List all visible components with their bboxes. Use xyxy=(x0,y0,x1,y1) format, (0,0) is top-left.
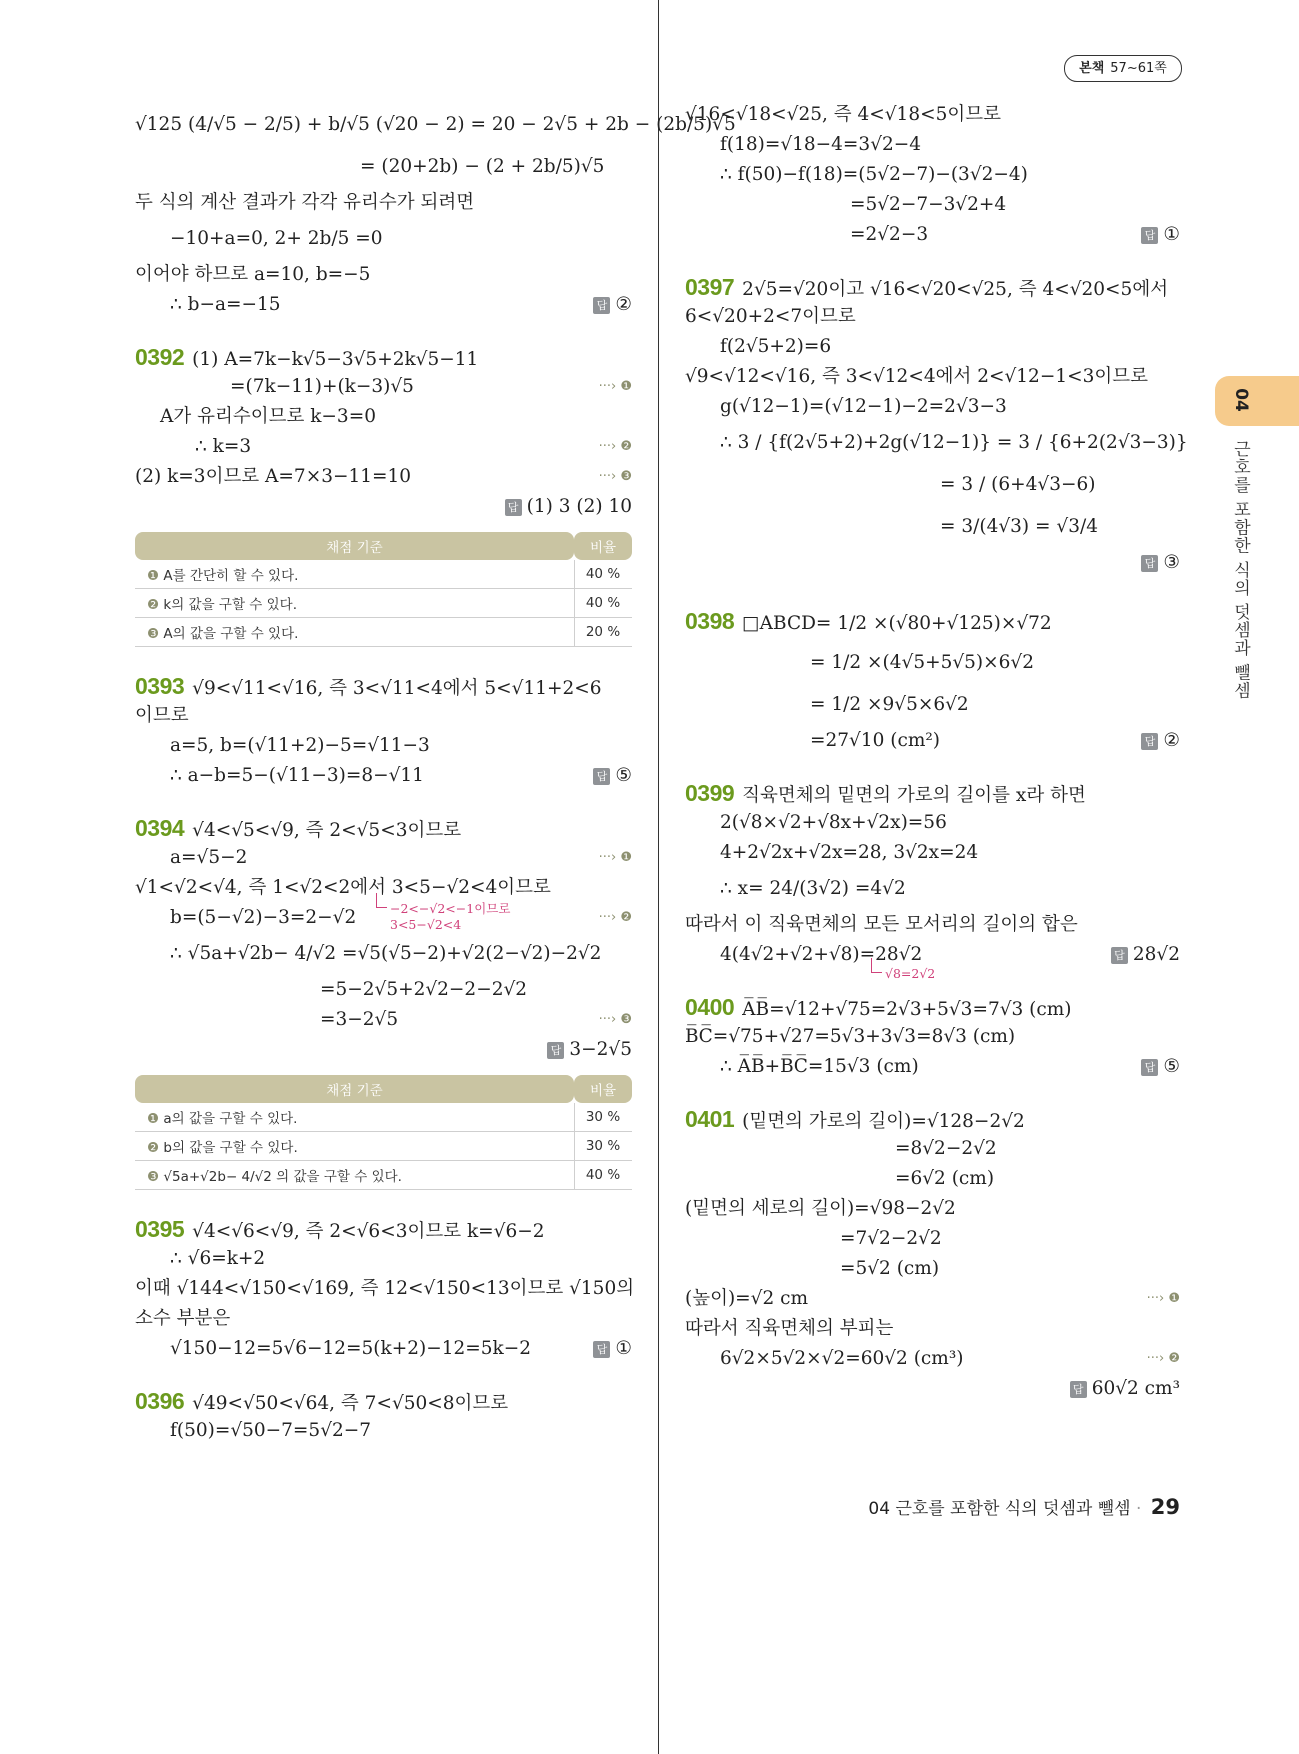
hint-note-line: 3<5−√2<4 xyxy=(390,917,462,932)
solution-0398 xyxy=(685,600,1180,756)
solution-line xyxy=(685,600,1180,642)
solution-line xyxy=(135,903,632,933)
answer xyxy=(1141,548,1180,578)
scoring-step-marker: ···› ❶ xyxy=(1146,1291,1180,1306)
solution-line xyxy=(685,506,1180,548)
answer xyxy=(593,761,632,791)
math-text: 6√2×5√2×√2=60√2 (cm³) xyxy=(720,1348,964,1369)
solution-line xyxy=(685,1052,1180,1082)
math-text: b=(5−√2)−3=2−√2 xyxy=(170,907,357,928)
problem-number: 0393 xyxy=(135,673,185,699)
criteria-row xyxy=(135,1103,632,1132)
criteria-rate: 20 % xyxy=(574,618,632,647)
math-text: ∴ f(50)−f(18)=(5√2−7)−(3√2−4) xyxy=(720,164,1028,185)
step-number: ❸ xyxy=(620,1012,632,1027)
answer-value: 3−2√5 xyxy=(569,1039,632,1060)
solution-line xyxy=(135,342,632,372)
solution-line xyxy=(135,843,632,873)
solution-line xyxy=(135,432,632,462)
solution-line xyxy=(685,548,1180,578)
answer-value: ① xyxy=(615,1338,632,1359)
answer xyxy=(1141,1052,1180,1082)
answer xyxy=(593,1334,632,1364)
math-text: 이어야 하므로 a=10, b=−5 xyxy=(135,264,371,285)
answer xyxy=(1111,940,1180,970)
answer-icon: 답 xyxy=(1141,1059,1158,1076)
solution-line xyxy=(685,1022,1180,1052)
rate-header: 비율 xyxy=(574,532,632,560)
math-text: 4+2√2x+√2x=28, 3√2x=24 xyxy=(720,842,979,863)
solution-0400 xyxy=(685,992,1180,1082)
math-text: ∴ √5a+√2b− 4/√2 =√5(√5−2)+√2(2−√2)−2√2 xyxy=(170,943,602,964)
scoring-step-marker: ···› ❷ xyxy=(598,910,632,925)
scoring-step-marker: ···› ❷ xyxy=(1146,1351,1180,1366)
solution-0401 xyxy=(685,1104,1180,1404)
step-number: ❷ xyxy=(147,1140,160,1156)
math-text: =27√10 (cm²) xyxy=(810,730,941,751)
solution-line xyxy=(685,332,1180,362)
solution-line xyxy=(135,260,632,290)
math-text: =5√2−7−3√2+4 xyxy=(850,194,1007,215)
answer-value: ① xyxy=(1163,224,1180,245)
solution-line xyxy=(685,642,1180,684)
math-text: √9<√11<√16, 즉 3<√11<4에서 5<√11+2<6 xyxy=(192,678,602,699)
math-text: −10+a=0, 2+ 2b/5 =0 xyxy=(170,228,383,249)
right-column xyxy=(685,100,1188,1426)
answer-value: (1) 3 (2) 10 xyxy=(526,496,632,517)
problem-number: 0398 xyxy=(685,608,735,634)
solution-line xyxy=(685,1374,1180,1404)
math-text: (밑면의 세로의 길이)=√98−2√2 xyxy=(685,1198,956,1219)
math-text: √16<√18<√25, 즉 4<√18<5이므로 xyxy=(685,104,1001,125)
solution-line xyxy=(685,130,1180,160)
math-text: √125 (4/√5 − 2/5) + b/√5 (√20 − 2) = 20 − 2√5 + 2b − (2b/5)√5 xyxy=(135,114,736,135)
solution-line xyxy=(685,1254,1180,1284)
solution-line xyxy=(685,100,1180,130)
solution-line xyxy=(685,868,1180,910)
chapter-number: 04 xyxy=(1230,388,1251,412)
solution-line xyxy=(135,402,632,432)
solution-line xyxy=(135,104,736,146)
math-text: 따라서 이 직육면체의 모든 모서리의 길이의 합은 xyxy=(685,914,1078,935)
chapter-side-title: 근호를 포함한 식의 덧셈과 뺄셈 xyxy=(1230,440,1250,700)
page-number: 29 xyxy=(1150,1495,1180,1519)
solution-line xyxy=(135,1334,632,1364)
solution-0397 xyxy=(685,272,1188,578)
column-divider xyxy=(658,0,659,1754)
math-text: (1) A=7k−k√5−3√5+2k√5−11 xyxy=(192,349,479,370)
math-text: (높이)=√2 cm xyxy=(685,1288,809,1309)
math-text: ∴ √6=k+2 xyxy=(170,1248,266,1269)
answer-icon: 답 xyxy=(1111,947,1128,964)
criteria-text: A의 값을 구할 수 있다. xyxy=(163,626,299,642)
step-number: ❸ xyxy=(147,1169,160,1185)
answer-value: ⑤ xyxy=(615,765,632,786)
math-text: 2(√8×√2+√8x+√2x)=56 xyxy=(720,812,947,833)
solution-0399 xyxy=(685,778,1180,981)
hint-note-line: −2<−√2<−1이므로 xyxy=(390,901,511,916)
math-text: √49<√50<√64, 즉 7<√50<8이므로 xyxy=(192,1393,509,1414)
answer-icon: 답 xyxy=(593,1341,610,1358)
solution-line xyxy=(685,392,1180,422)
answer xyxy=(547,1035,632,1065)
solution-line xyxy=(135,218,632,260)
math-text: ∴ x= 24/(3√2) =4√2 xyxy=(720,878,906,899)
scoring-step-marker: ···› ❸ xyxy=(598,469,632,484)
answer-value: ⑤ xyxy=(1163,1056,1180,1077)
scoring-step-marker: ···› ❸ xyxy=(598,1012,632,1027)
solution-line xyxy=(135,731,632,761)
math-text: =3−2√5 xyxy=(320,1009,399,1030)
solution-line xyxy=(685,940,1180,981)
answer-icon: 답 xyxy=(593,297,610,314)
criteria-text: k의 값을 구할 수 있다. xyxy=(163,597,298,613)
solution-line xyxy=(135,933,632,975)
step-number: ❶ xyxy=(620,379,632,394)
math-text: □ABCD= 1/2 ×(√80+√125)×√72 xyxy=(742,613,1052,634)
footer-chapter-title: 04 근호를 포함한 식의 덧셈과 뺄셈 xyxy=(868,1499,1131,1519)
answer-value: ② xyxy=(1163,730,1180,751)
solution-line xyxy=(685,1134,1180,1164)
answer-icon: 답 xyxy=(1070,1381,1087,1398)
solution-line xyxy=(135,701,632,731)
problem-number: 0397 xyxy=(685,274,735,300)
solution-line xyxy=(135,188,632,218)
step-number: ❷ xyxy=(147,597,160,613)
solution-line xyxy=(685,808,1180,838)
solution-line xyxy=(135,1416,632,1446)
solution-line xyxy=(135,492,632,522)
scoring-step-marker: ···› ❶ xyxy=(598,850,632,865)
solution-0396 xyxy=(135,1386,632,1446)
solution-line xyxy=(685,726,1180,756)
solution-line xyxy=(135,1274,635,1304)
math-text: 이므로 xyxy=(135,705,189,726)
math-text: f(2√5+2)=6 xyxy=(720,336,832,357)
problem-number: 0394 xyxy=(135,815,185,841)
scoring-criteria-table xyxy=(135,1075,632,1190)
solution-line xyxy=(135,372,632,402)
criteria-row xyxy=(135,589,632,618)
problem-number: 0396 xyxy=(135,1388,185,1414)
solution-line xyxy=(685,190,1180,220)
math-text: =5−2√5+2√2−2−2√2 xyxy=(320,979,528,1000)
answer xyxy=(1070,1374,1180,1404)
math-text: f(50)=√50−7=5√2−7 xyxy=(170,1420,372,1441)
math-text: √1<√2<√4, 즉 1<√2<2에서 3<5−√2<4이므로 xyxy=(135,877,551,898)
criteria-rate: 40 % xyxy=(574,1161,632,1190)
footer-separator: · xyxy=(1135,1499,1142,1519)
answer xyxy=(505,492,632,522)
solution-0395 xyxy=(135,1214,635,1364)
step-number: ❷ xyxy=(620,910,632,925)
math-text: =(7k−11)+(k−3)√5 xyxy=(230,376,414,397)
solution-line xyxy=(685,1314,1180,1344)
solution-line xyxy=(685,838,1180,868)
solution-line xyxy=(685,1224,1180,1254)
solution-line xyxy=(135,1214,632,1244)
criteria-row xyxy=(135,560,632,589)
math-text: =7√2−2√2 xyxy=(840,1228,942,1249)
solution-line xyxy=(685,272,1180,302)
solution-line xyxy=(685,992,1180,1022)
solution-line xyxy=(135,1386,632,1416)
criteria-text: a의 값을 구할 수 있다. xyxy=(163,1111,298,1127)
step-number: ❶ xyxy=(147,1111,160,1127)
math-text: 직육면체의 밑면의 가로의 길이를 x라 하면 xyxy=(742,785,1086,806)
step-number: ❸ xyxy=(620,469,632,484)
criteria-row xyxy=(135,1161,632,1190)
solution-line xyxy=(685,160,1180,190)
answer xyxy=(593,290,632,320)
solution-line xyxy=(685,1284,1180,1314)
solution-line xyxy=(135,1304,632,1334)
criteria-row xyxy=(135,1132,632,1161)
chapter-tab[interactable] xyxy=(1215,376,1299,426)
math-text: 소수 부분은 xyxy=(135,1308,231,1329)
step-number: ❶ xyxy=(1168,1291,1180,1306)
math-text: (밑면의 가로의 길이)=√128−2√2 xyxy=(742,1111,1025,1132)
answer-icon: 답 xyxy=(1141,733,1158,750)
solution-line xyxy=(685,1164,1180,1194)
math-text: A̅B̅=√12+√75=2√3+5√3=7√3 (cm) xyxy=(742,999,1072,1020)
answer xyxy=(1141,220,1180,250)
solution-0394 xyxy=(135,813,632,1190)
math-text: =2√2−3 xyxy=(850,224,929,245)
criteria-text: b의 값을 구할 수 있다. xyxy=(163,1140,298,1156)
problem-number: 0401 xyxy=(685,1106,735,1132)
solution-line xyxy=(685,1104,1180,1134)
math-text: a=5, b=(√11+2)−5=√11−3 xyxy=(170,735,430,756)
solution-line xyxy=(685,1344,1180,1374)
solution-continued xyxy=(685,100,1180,250)
solution-line xyxy=(135,462,632,492)
solution-line xyxy=(135,1005,632,1035)
math-text: √4<√5<√9, 즉 2<√5<3이므로 xyxy=(192,820,462,841)
answer-value: 60√2 cm³ xyxy=(1091,1378,1180,1399)
math-text: = 1/2 ×(4√5+5√5)×6√2 xyxy=(810,652,1034,673)
math-text: ∴ A̅B̅+B̅C̅=15√3 (cm) xyxy=(720,1056,919,1077)
math-text: √4<√6<√9, 즉 2<√6<3이므로 k=√6−2 xyxy=(192,1221,545,1242)
step-number: ❶ xyxy=(147,568,160,584)
problem-number: 0392 xyxy=(135,344,185,370)
math-text: a=√5−2 xyxy=(170,847,248,868)
problem-number: 0399 xyxy=(685,780,735,806)
criteria-text: A를 간단히 할 수 있다. xyxy=(163,568,299,584)
badge-label: 본책 xyxy=(1079,61,1105,76)
answer-icon: 답 xyxy=(547,1042,564,1059)
criteria-rate: 30 % xyxy=(574,1132,632,1161)
math-text: = 3 / (6+4√3−6) xyxy=(940,474,1096,495)
badge-pages: 57~61쪽 xyxy=(1110,61,1167,76)
solution-0393 xyxy=(135,671,632,791)
criteria-text: √5a+√2b− 4/√2 의 값을 구할 수 있다. xyxy=(163,1169,402,1185)
math-text: 2√5=√20이고 √16<√20<√25, 즉 4<√20<5에서 xyxy=(742,279,1169,300)
step-number: ❷ xyxy=(1168,1351,1180,1366)
answer-value: 28√2 xyxy=(1132,944,1180,965)
math-text: A가 유리수이므로 k−3=0 xyxy=(160,406,376,427)
solution-0392 xyxy=(135,342,632,647)
answer-value: ③ xyxy=(1163,552,1180,573)
answer-icon: 답 xyxy=(505,499,522,516)
math-text: 두 식의 계산 결과가 각각 유리수가 되려면 xyxy=(135,192,475,213)
criteria-header: 채점 기준 xyxy=(135,532,574,560)
solution-line xyxy=(685,910,1180,940)
math-text: ∴ 3 / {f(2√5+2)+2g(√12−1)} = 3 / {6+2(2√3−3)} xyxy=(720,432,1188,453)
step-number: ❸ xyxy=(147,626,160,642)
math-text: √9<√12<√16, 즉 3<√12<4에서 2<√12−1<3이므로 xyxy=(685,366,1148,387)
math-text: = (20+2b) − (2 + 2b/5)√5 xyxy=(360,156,605,177)
math-text: √150−12=5√6−12=5(k+2)−12=5k−2 xyxy=(170,1338,531,1359)
math-text: B̅C̅=√75+√27=5√3+3√3=8√3 (cm) xyxy=(685,1026,1016,1047)
solution-line xyxy=(685,684,1180,726)
answer-icon: 답 xyxy=(593,768,610,785)
criteria-rate: 40 % xyxy=(574,560,632,589)
math-text: ∴ a−b=5−(√11−3)=8−√11 xyxy=(170,765,424,786)
solution-line xyxy=(135,1244,632,1274)
math-text: 따라서 직육면체의 부피는 xyxy=(685,1318,894,1339)
solution-line xyxy=(135,975,632,1005)
math-text: ∴ k=3 xyxy=(195,436,252,457)
math-text: (2) k=3이므로 A=7×3−11=10 xyxy=(135,466,412,487)
step-number: ❷ xyxy=(620,439,632,454)
math-text: f(18)=√18−4=3√2−4 xyxy=(720,134,922,155)
criteria-rate: 40 % xyxy=(574,589,632,618)
scoring-step-marker: ···› ❶ xyxy=(598,379,632,394)
criteria-header: 채점 기준 xyxy=(135,1075,574,1103)
solution-line xyxy=(685,422,1188,464)
step-number: ❶ xyxy=(620,850,632,865)
solution-line xyxy=(135,1035,632,1065)
hint-note xyxy=(885,966,935,982)
math-text: = 3/(4√3) = √3/4 xyxy=(940,516,1098,537)
math-text: =8√2−2√2 xyxy=(895,1138,997,1159)
math-text: ∴ b−a=−15 xyxy=(170,294,281,315)
criteria-rate: 30 % xyxy=(574,1103,632,1132)
solution-line xyxy=(685,220,1180,250)
solution-line xyxy=(135,761,632,791)
solution-line xyxy=(135,813,632,843)
answer-icon: 답 xyxy=(1141,227,1158,244)
math-text: =6√2 (cm) xyxy=(895,1168,995,1189)
solution-line xyxy=(685,778,1180,808)
answer xyxy=(1141,726,1180,756)
math-text: = 1/2 ×9√5×6√2 xyxy=(810,694,969,715)
solution-line xyxy=(135,146,632,188)
page-footer xyxy=(868,1494,1180,1519)
solution-line xyxy=(135,290,632,320)
math-text: g(√12−1)=(√12−1)−2=2√3−3 xyxy=(720,396,1007,417)
solution-line xyxy=(685,302,1180,332)
rate-header: 비율 xyxy=(574,1075,632,1103)
math-text: =5√2 (cm) xyxy=(840,1258,940,1279)
hint-note-line: √8=2√2 xyxy=(885,966,936,981)
solution-line xyxy=(685,362,1180,392)
solution-line xyxy=(685,464,1180,506)
answer-value: ② xyxy=(615,294,632,315)
textbook-page-badge xyxy=(1064,55,1182,82)
answer-icon: 답 xyxy=(1141,555,1158,572)
solution-line xyxy=(135,671,632,701)
scoring-criteria-table xyxy=(135,532,632,647)
criteria-row xyxy=(135,618,632,647)
math-text: 이때 √144<√150<√169, 즉 12<√150<13이므로 √150의 xyxy=(135,1278,635,1299)
solution-line xyxy=(685,1194,1180,1224)
math-text: 4(4√2+√2+√8)=28√2 xyxy=(720,944,923,965)
problem-number: 0400 xyxy=(685,994,735,1020)
scoring-step-marker: ···› ❷ xyxy=(598,439,632,454)
math-text: 6<√20+2<7이므로 xyxy=(685,306,856,327)
problem-number: 0395 xyxy=(135,1216,185,1242)
